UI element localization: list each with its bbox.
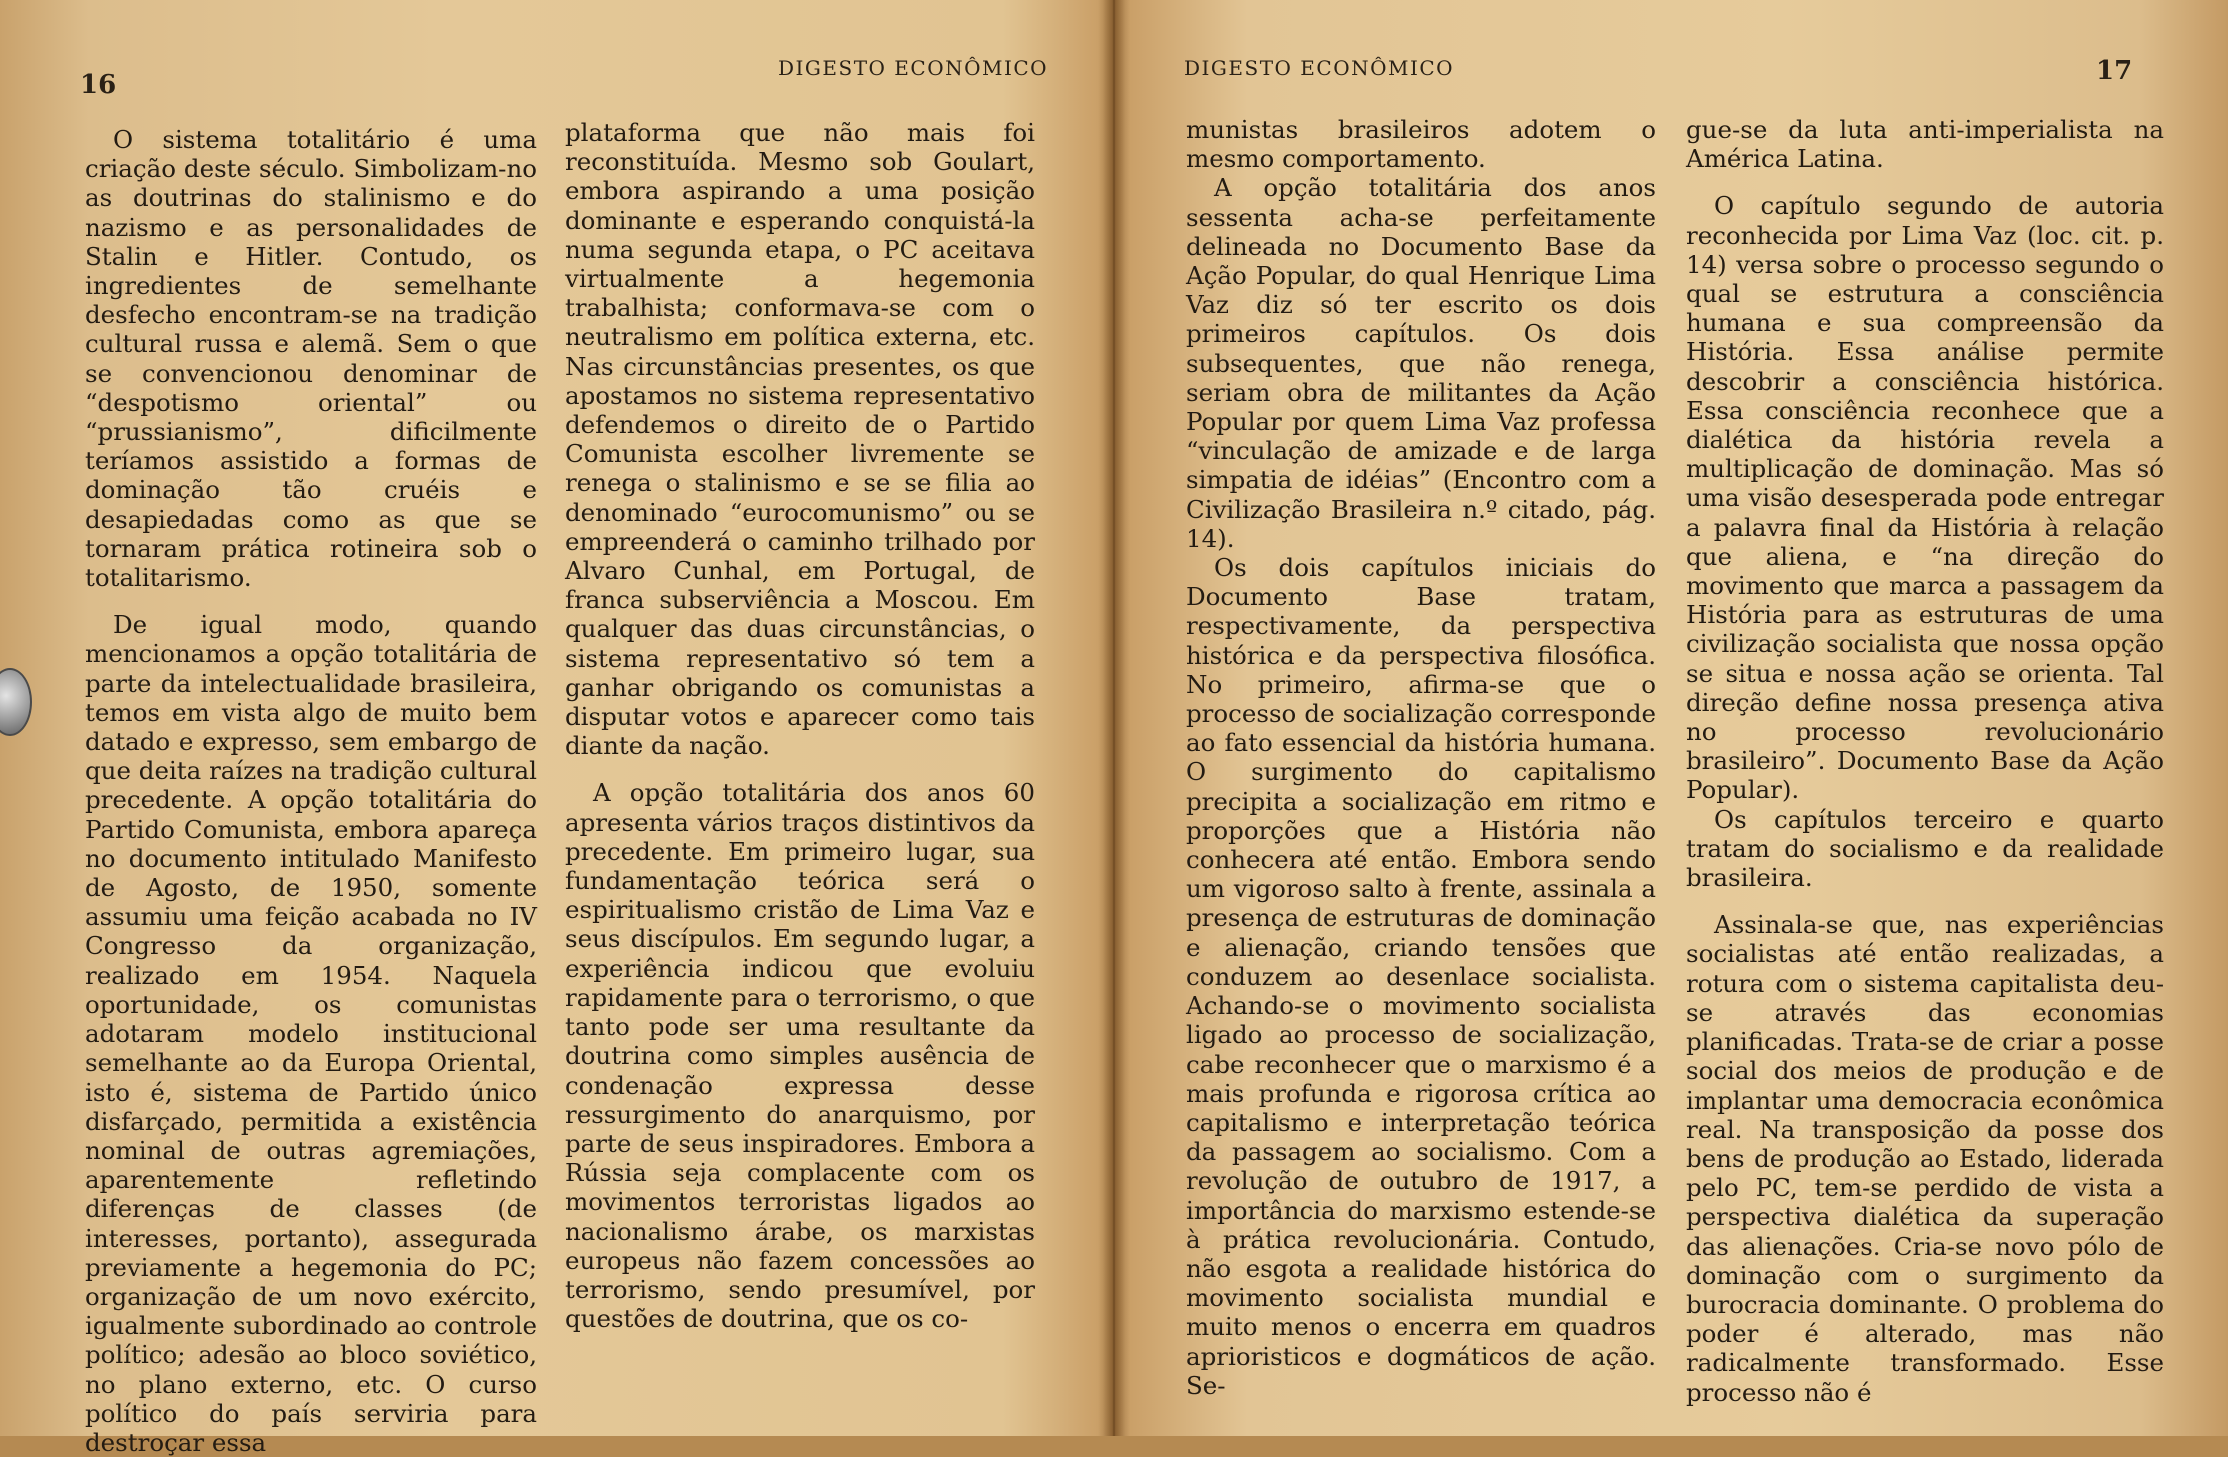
right-page-column-1 xyxy=(1186,115,1656,1400)
paragraph: munistas brasileiros adotem o mesmo comportamento. xyxy=(1186,115,1656,174)
paragraph: Os dois capítulos iniciais do Documento Base tratam, respectivamente, da perspectiva histórica e da perspectiva filosófica. No primeiro, afirma-se que o processo de socialização corresponde ao fato essencial da história humana. O surgimento do capitalismo precipita a socialização em ritmo e proporções que a História não conhecera até então. Embora sendo um vigoroso salto à frente, assinala a presença de estruturas de dominação e alienação, criando tensões que conduzem ao desenlace socialista. Achando-se o movimento socialista ligado ao processo de socialização, cabe reconhecer que o marxismo é a mais profunda e rigorosa crítica ao capitalismo e interpretação teórica da passagem ao socialismo. Com a revolução de outubro de 1917, a importância do marxismo estende-se à prática revolucionária. Contudo, não esgota a realidade histórica do movimento socialista mundial e muito menos o encerra em quadros aprioristicos e dogmáticos de ação. Se- xyxy=(1186,553,1656,1400)
paragraph: Assinala-se que, nas experiências socialistas até então realizadas, a rotura com o sistema capitalista deu-se através das economias planificadas. Trata-se de criar a posse social dos meios de produção e de implantar uma democracia econômica real. Na transposição da posse dos bens de produção ao Estado, liderada pelo PC, tem-se perdido de vista a perspectiva dialética da superação das alienações. Cria-se novo pólo de dominação com o surgimento da burocracia dominante. O problema do poder é alterado, mas não radicalmente transformado. Esse processo não é xyxy=(1686,910,2164,1407)
paragraph: De igual modo, quando mencionamos a opção totalitária de parte da intelectualidade brasileira, temos em vista algo de muito bem datado e expresso, sem embargo de que deita raízes na tradição cultural precedente. A opção totalitária do Partido Comunista, embora apareça no documento intitulado Manifesto de Agosto, de 1950, somente assumiu uma feição acabada no IV Congresso da organização, realizado em 1954. Naquela oportunidade, os comunistas adotaram modelo institucional semelhante ao da Europa Oriental, isto é, sistema de Partido único disfarçado, permitida a existência nominal de outras agremiações, aparentemente refletindo diferenças de classes (de interesses, portanto), assegurada previamente a hegemonia do PC; organização de um novo exército, igualmente subordinado ao controle político; adesão ao bloco soviético, no plano externo, etc. O curso político do país serviria para destroçar essa xyxy=(85,610,537,1457)
right-page-column-2 xyxy=(1686,115,2164,1407)
paragraph: A opção totalitária dos anos 60 apresenta vários traços distintivos da precedente. Em primeiro lugar, sua fundamentação teórica será o espiritualismo cristão de Lima Vaz e seus discípulos. Em segundo lugar, a experiência indicou que evoluiu rapidamente para o terrorismo, o que tanto pode ser uma resultante da doutrina como simples ausência de condenação expressa desse ressurgimento do anarquismo, por parte de seus inspiradores. Embora a Rússia seja complacente com os movimentos terroristas ligados ao nacionalismo árabe, os marxistas europeus não fazem concessões ao terrorismo, sendo presumível, por questões de doutrina, que os co- xyxy=(565,778,1035,1334)
running-head: DIGESTO ECONÔMICO xyxy=(778,56,1049,80)
right-page xyxy=(1118,0,2228,1436)
paragraph: A opção totalitária dos anos sessenta acha-se perfeitamente delineada no Documento Base da Ação Popular, do qual Henrique Lima Vaz diz só ter escrito os dois primeiros capítulos. Os dois subsequentes, que não renega, seriam obra de militantes da Ação Popular por quem Lima Vaz professa “vinculação de amizade e de larga simpatia de idéias” (Encontro com a Civilização Brasileira n.º citado, pág. 14). xyxy=(1186,173,1656,553)
paragraph: Os capítulos terceiro e quarto tratam do socialismo e da realidade brasileira. xyxy=(1686,804,2164,893)
left-page-column-2 xyxy=(565,118,1035,1333)
paragraph: gue-se da luta anti-imperialista na América Latina. xyxy=(1686,115,2164,174)
paragraph: plataforma que não mais foi reconstituída. Mesmo sob Goulart, embora aspirando a uma posição dominante e esperando conquistá-la numa segunda etapa, o PC aceitava virtualmente a hegemonia trabalhista; conformava-se com o neutralismo em política externa, etc. Nas circunstâncias presentes, os que apostamos no sistema representativo defendemos o direito de o Partido Comunista escolher livremente se renega o stalinismo e se se filia ao denominado “eurocomunismo” ou se empreenderá o caminho trilhado por Alvaro Cunhal, em Portugal, de franca subserviência a Moscou. Em qualquer das duas circunstâncias, o sistema representativo só tem a ganhar obrigando os comunistas a disputar votos e aparecer como tais diante da nação. xyxy=(565,118,1035,761)
page-number: 17 xyxy=(2096,56,2133,86)
paragraph: O sistema totalitário é uma criação deste século. Simbolizam-no as doutrinas do stalinismo e do nazismo e as personalidades de Stalin e Hitler. Contudo, os ingredientes de semelhante desfecho encontram-se na tradição cultural russa e alemã. Sem o que se convencionou denominar de “despotismo oriental” ou “prussianismo”, dificilmente teríamos assistido a formas de dominação tão cruéis e desapiedadas como as que se tornaram prática rotineira sob o totalitarismo. xyxy=(85,125,537,593)
left-page-column-1 xyxy=(85,125,537,1457)
running-head: DIGESTO ECONÔMICO xyxy=(1184,56,1455,80)
left-page xyxy=(0,0,1110,1457)
page-number: 16 xyxy=(80,70,117,100)
paragraph: O capítulo segundo de autoria reconhecida por Lima Vaz (loc. cit. p. 14) versa sobre o processo segundo o qual se estrutura a consciência humana e sua compreensão da História. Essa análise permite descobrir a consciência histórica. Essa consciência reconhece que a dialética da história revela a multiplicação de dominação. Mas só uma visão desesperada pode entregar a palavra final da História à relação que aliena, e “na direção do movimento que marca a passagem da História para as estruturas de uma civilização socialista que nossa opção se situa e nossa ação se orienta. Tal direção define nossa presença ativa no processo revolucionário brasileiro”. Documento Base da Ação Popular). xyxy=(1686,191,2164,805)
